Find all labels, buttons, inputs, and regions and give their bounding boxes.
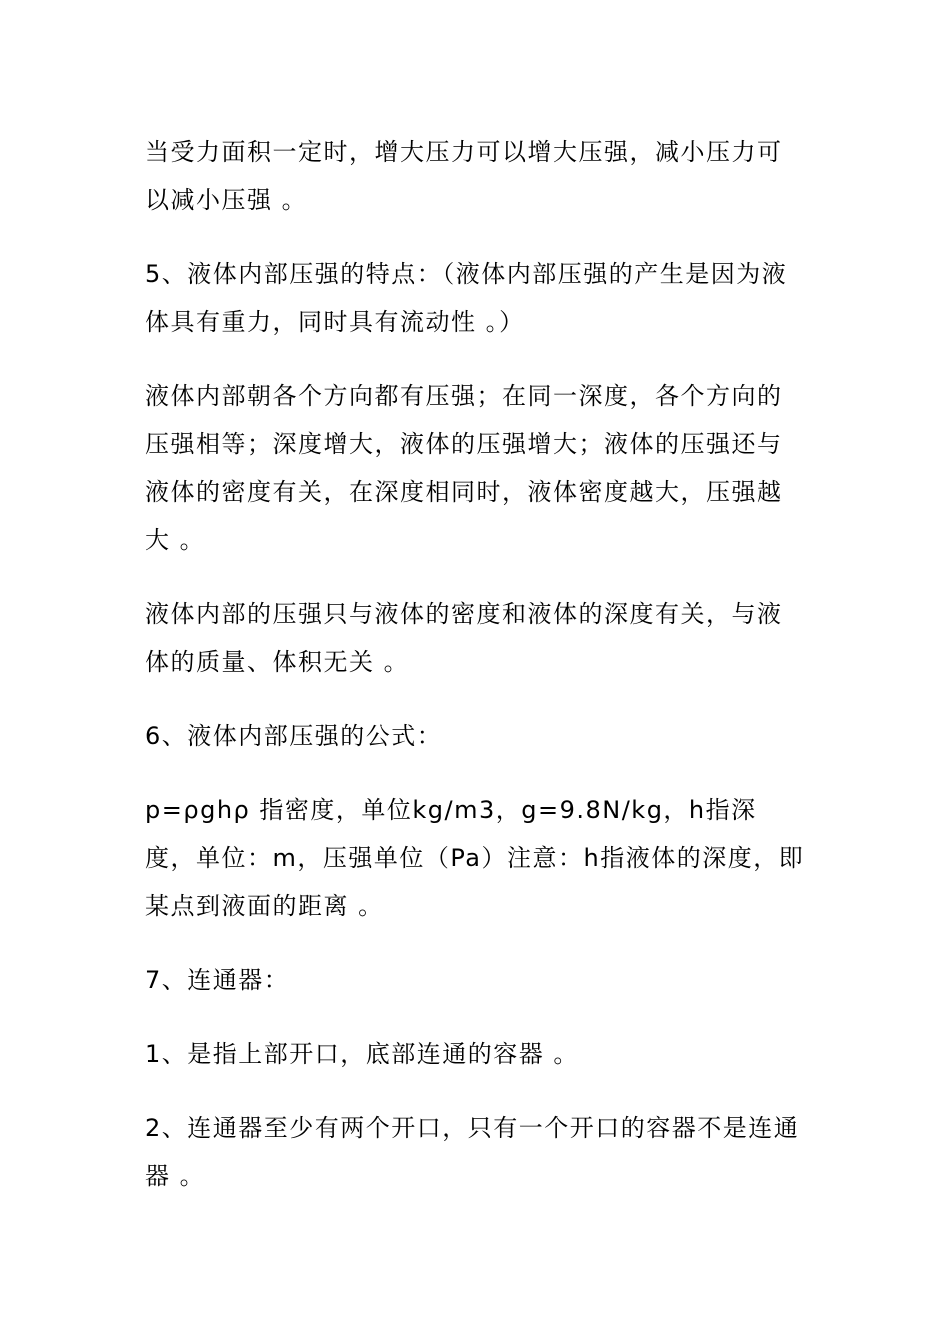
- paragraph-formula: p=ρghρ 指密度，单位kg/m3，g=9.8N/kg，h指深度，单位：m，压强单位（Pa）注意：h指液体的深度，即某点到液面的距离 。: [145, 796, 805, 920]
- paragraph-connector-definition: 1、是指上部开口，底部连通的容器 。: [145, 1040, 579, 1068]
- paragraph-connector-heading: 7、连通器：: [145, 966, 290, 994]
- paragraph-liquid-pressure-directions: 液体内部朝各个方向都有压强；在同一深度，各个方向的压强相等；深度增大，液体的压强增大；液体的压强还与液体的密度有关，在深度相同时，液体密度越大，压强越大 。: [145, 382, 783, 554]
- paragraph-liquid-pressure-factors: 液体内部的压强只与液体的密度和液体的深度有关，与液体的质量、体积无关 。: [145, 600, 783, 676]
- document-page: [145, 128, 805, 1226]
- paragraph-connector-openings: 2、连通器至少有两个开口，只有一个开口的容器不是连通器 。: [145, 1114, 800, 1190]
- paragraph-formula-heading: 6、液体内部压强的公式：: [145, 722, 443, 750]
- paragraph-pressure-area: 当受力面积一定时，增大压力可以增大压强，减小压力可以减小压强 。: [145, 138, 783, 214]
- paragraph-liquid-pressure-features: 5、液体内部压强的特点：（液体内部压强的产生是因为液体具有重力，同时具有流动性 。）: [145, 260, 788, 336]
